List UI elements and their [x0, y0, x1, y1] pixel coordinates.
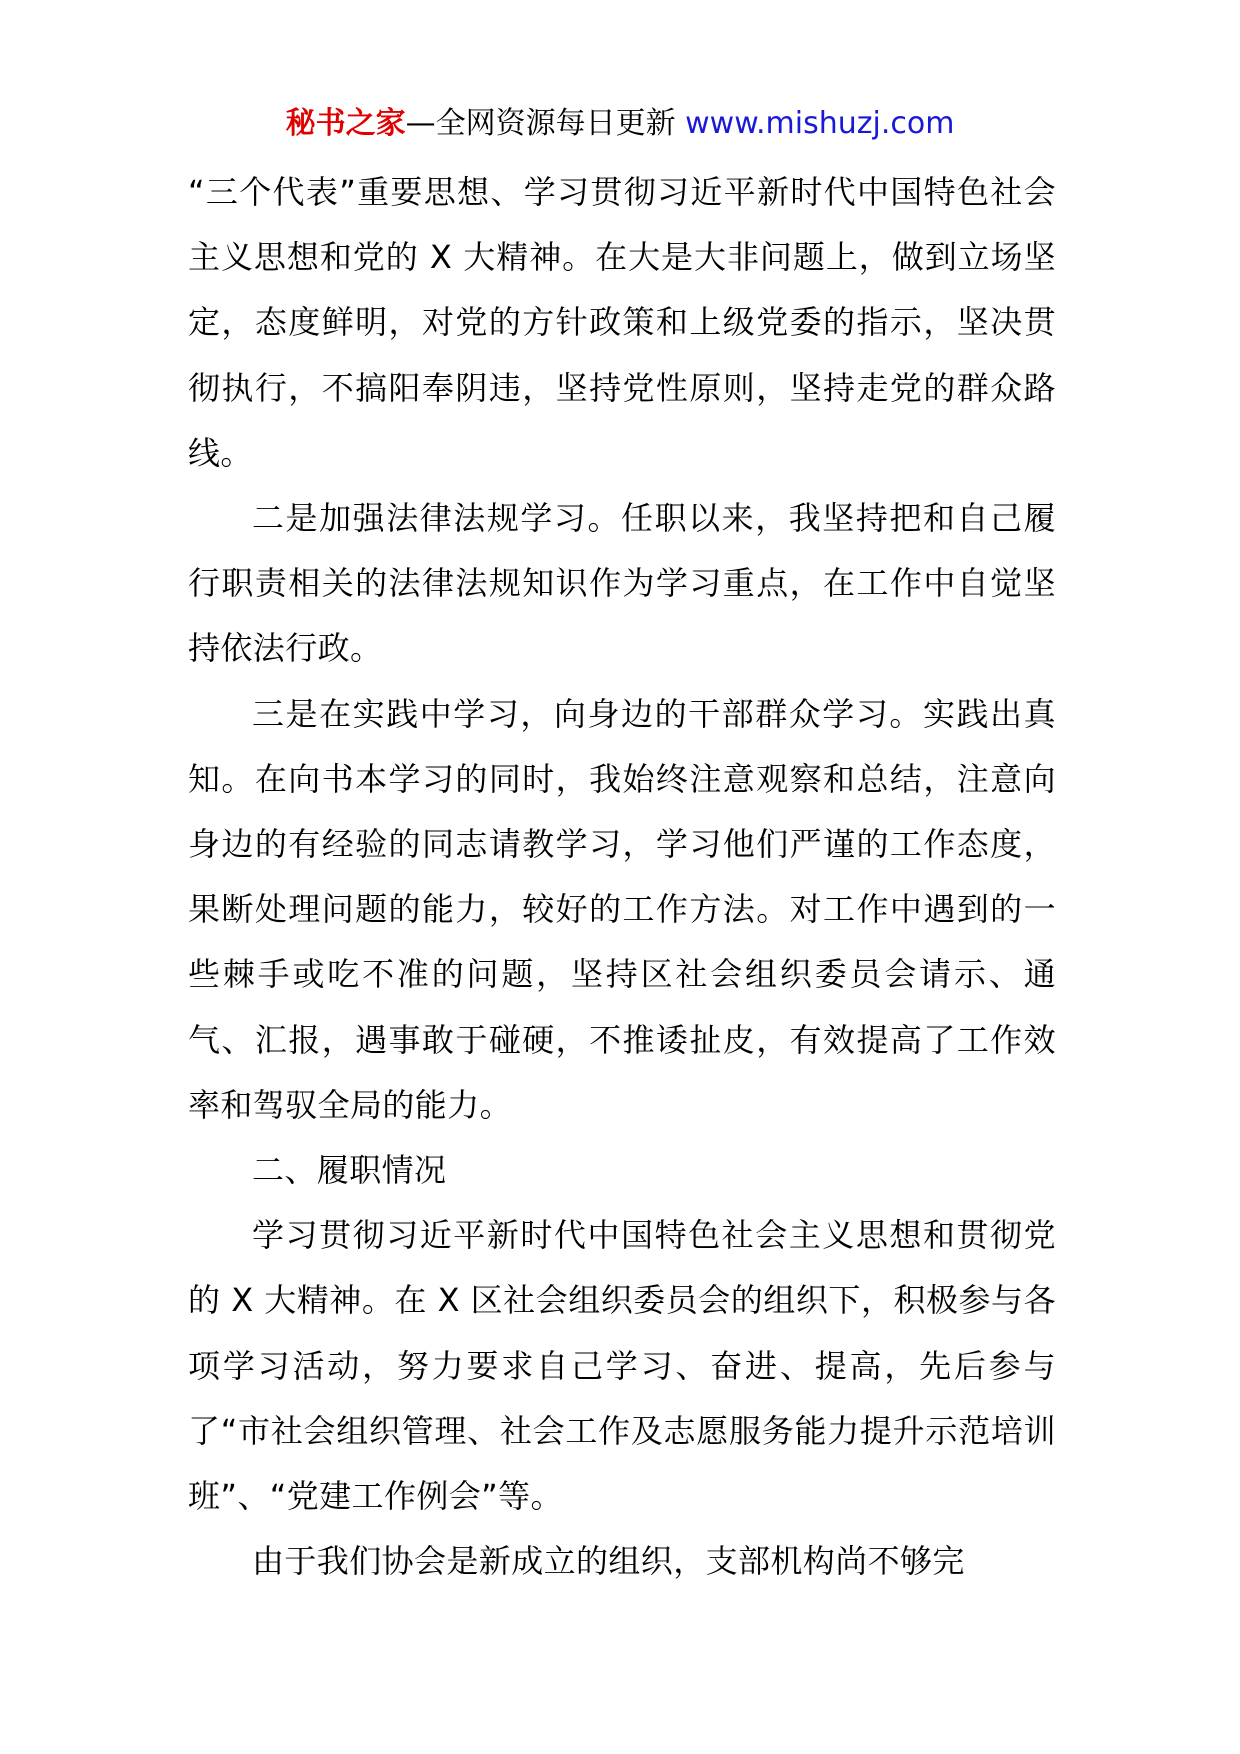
page-header: [0, 102, 1240, 146]
header-tagline: —全网资源每日更新: [405, 106, 686, 141]
paragraph-new-organization: 由于我们协会是新成立的组织，支部机构尚不够完: [252, 1542, 965, 1581]
document-body: [188, 160, 1056, 1594]
paragraph-continued: “三个代表”重要思想、学习贯彻习近平新时代中国特色社会主义思想和党的 X 大精神。在大是大非问题上，做到立场坚定，态度鲜明，对党的方针政策和上级党委的指示，坚决贯彻执行，不搞阳奉阴违，坚持党性原则，坚持走党的群众路线。: [188, 173, 1056, 472]
site-url-link[interactable]: www.mishuzj.com: [685, 106, 955, 141]
section-heading-duties: 二、履职情况: [252, 1151, 447, 1190]
paragraph-duties: 学习贯彻习近平新时代中国特色社会主义思想和贯彻党的 X 大精神。在 X 区社会组织委员会的组织下，积极参与各项学习活动，努力要求自己学习、奋进、提高，先后参与了“市社会组织管理、社会工作及志愿服务能力提升示范培训班”、“党建工作例会”等。: [188, 1216, 1056, 1516]
paragraph-practice-study: 三是在实践中学习，向身边的干部群众学习。实践出真知。在向书本学习的同时，我始终注意观察和总结，注意向身边的有经验的同志请教学习，学习他们严谨的工作态度，果断处理问题的能力，较好的工作方法。对工作中遇到的一些棘手或吃不准的问题，坚持区社会组织委员会请示、通气、汇报，遇事敢于碰硬，不推诿扯皮，有效提高了工作效率和驾驭全局的能力。: [188, 694, 1056, 1124]
paragraph-law-study: 二是加强法律法规学习。任职以来，我坚持把和自己履行职责相关的法律法规知识作为学习重点，在工作中自觉坚持依法行政。: [188, 499, 1056, 668]
brand-name: 秘书之家: [285, 106, 406, 141]
